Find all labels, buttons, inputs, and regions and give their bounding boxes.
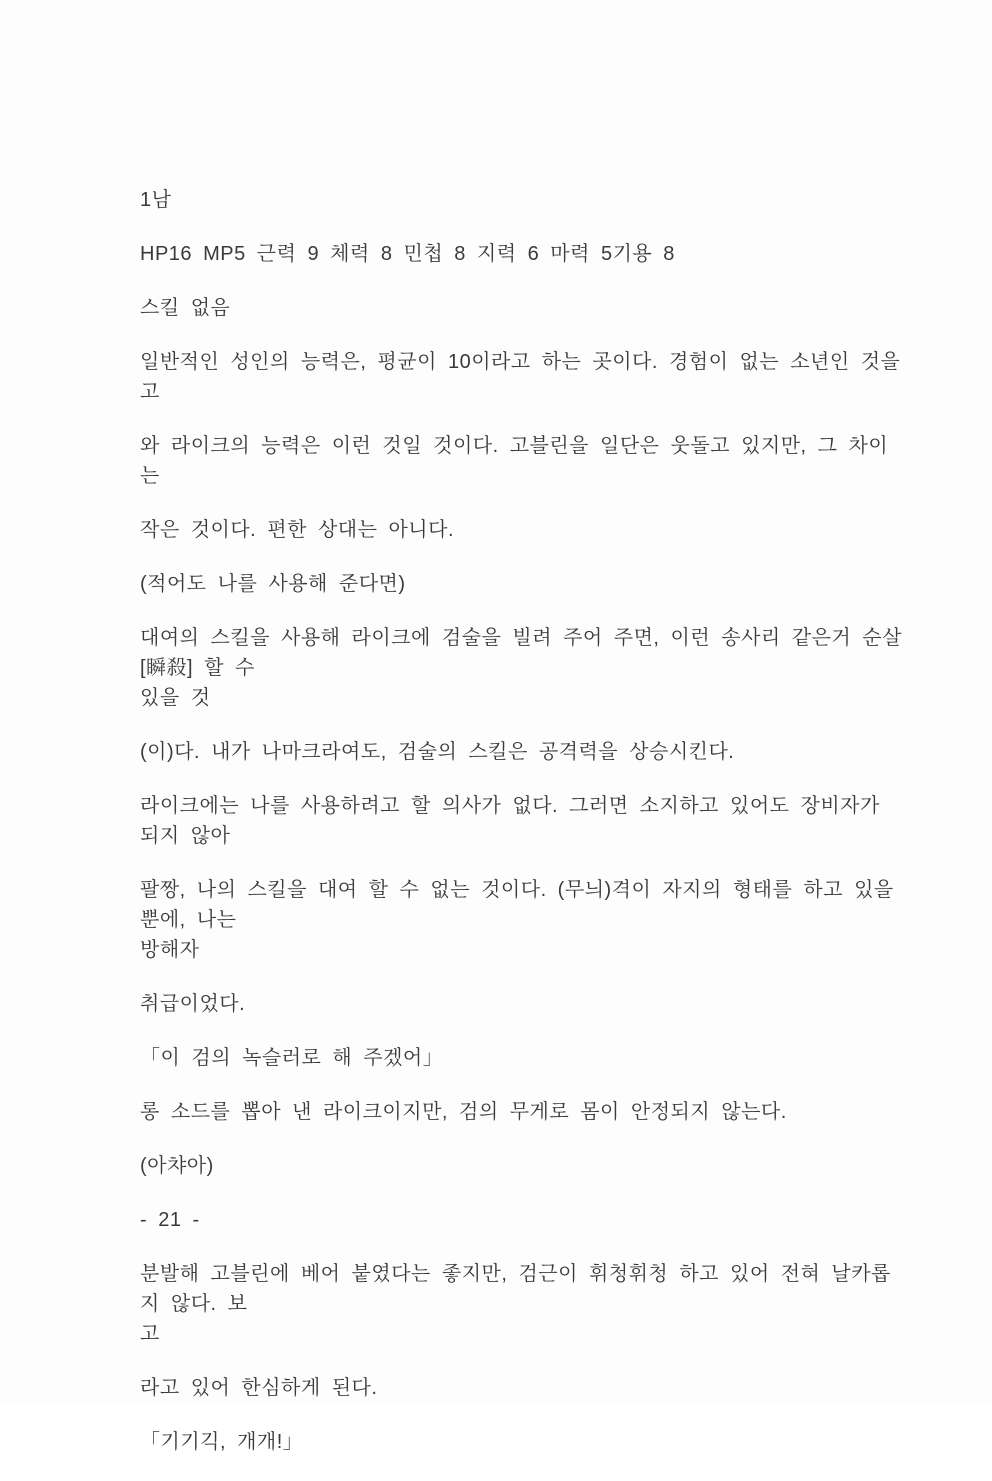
text-line: 작은 것이다. 편한 상대는 아니다. [140, 519, 454, 541]
text-line: 「이 검의 녹슬러로 해 주겠어」 [140, 1047, 444, 1069]
text-line: 롱 소드를 뽑아 낸 라이크이지만, 검의 무게로 몸이 안정되지 않는다. [140, 1101, 787, 1123]
paragraph [140, 431, 902, 491]
text-line: 분발해 고블린에 베어 붙였다는 좋지만, 검근이 휘청휘청 하고 있어 전혀 날카롭지 않다. 보 [140, 1263, 891, 1315]
text-line: 고 [140, 1323, 160, 1345]
stats-line [140, 239, 902, 269]
text-line: 취급이었다. [140, 993, 246, 1015]
text-line: 대여의 스킬을 사용해 라이크에 검술을 빌려 주어 주면, 이런 송사리 같은거 순살[瞬殺] 할 수 [140, 627, 902, 679]
skill-line [140, 293, 902, 323]
text-line: 1남 [140, 189, 172, 211]
text-line: 있을 것 [140, 687, 211, 709]
text-line: 일반적인 성인의 능력은, 평균이 10이라고 하는 곳이다. 경험이 없는 소년인 것을 고 [140, 351, 912, 403]
paragraph [140, 737, 902, 767]
dialogue-line [140, 1043, 902, 1073]
paragraph [140, 347, 912, 407]
text-line: (아챠아) [140, 1155, 214, 1177]
inner-monologue [140, 1151, 902, 1181]
text-line: 「기기긱, 개개!」 [140, 1431, 304, 1453]
inner-monologue [140, 569, 902, 599]
paragraph [140, 515, 902, 545]
text-line: 와 라이크의 능력은 이런 것일 것이다. 고블린을 일단은 웃돌고 있지만, 그 차이는 [140, 435, 889, 487]
character-label [140, 185, 902, 215]
text-line: (적어도 나를 사용해 준다면) [140, 573, 406, 595]
text-line: (이)다. 내가 나마크라여도, 검술의 스킬은 공격력을 상승시킨다. [140, 741, 735, 763]
paragraph [140, 1097, 902, 1127]
text-line: 라고 있어 한심하게 된다. [140, 1377, 378, 1399]
text-line: - 21 - [140, 1209, 200, 1231]
paragraph [140, 623, 902, 713]
text-line: 라이크에는 나를 사용하려고 할 의사가 없다. 그러면 소지하고 있어도 장비자가 되지 않아 [140, 795, 891, 847]
text-line: 팔짱, 나의 스킬을 대여 할 수 없는 것이다. (무늬)격이 자지의 형태를 하고 있을 뿐에, 나는 [140, 879, 905, 931]
paragraph [140, 791, 902, 851]
text-line: HP16 MP5 근력 9 체력 8 민첩 8 지력 6 마력 5기용 8 [140, 243, 675, 265]
text-content [140, 185, 912, 1481]
paragraph [140, 1373, 902, 1403]
dialogue-line [140, 1427, 902, 1457]
paragraph [140, 989, 902, 1019]
text-line: 스킬 없음 [140, 297, 231, 319]
page-number [140, 1205, 902, 1235]
paragraph [140, 1259, 902, 1349]
text-line: 방해자 [140, 939, 200, 961]
paragraph [140, 875, 905, 965]
